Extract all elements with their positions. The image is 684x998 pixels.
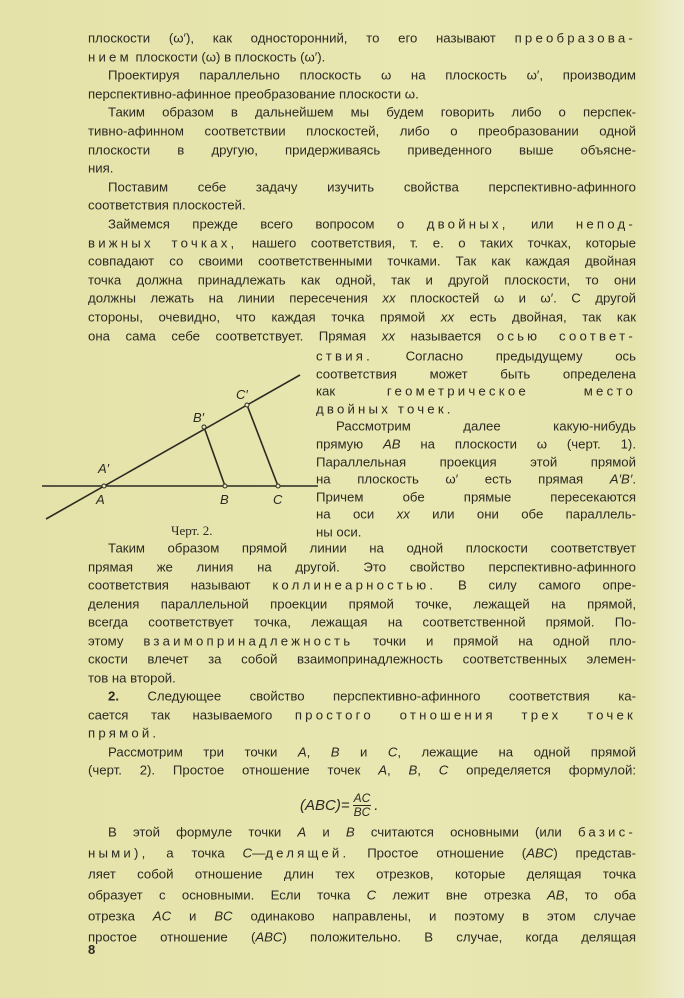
math-symbol: xx: [396, 506, 410, 522]
text-run: плоскости (ω) в плоскость (ω′).: [131, 49, 326, 65]
math-symbol: AB: [547, 887, 565, 903]
spaced-emphasis: делящей.: [265, 845, 350, 861]
text-run: ,: [387, 762, 409, 778]
spaced-emphasis: преобразова-: [514, 30, 636, 46]
text-run: на плоскости ω (черт. 1).: [400, 436, 636, 452]
spaced-emphasis: непод-: [575, 216, 636, 232]
math-symbol: B: [408, 762, 418, 778]
text-run: и: [339, 744, 388, 759]
text-run: перспективно-афинное преобразование плоскости ω.: [88, 86, 419, 102]
formula-fraction: [353, 792, 372, 819]
text-run: соответствия называют: [88, 577, 273, 593]
text-run: плоскостей ω и ω′. С другой: [395, 290, 636, 306]
text-run: есть двойная, так как: [454, 309, 636, 325]
text-run: называется: [394, 328, 497, 344]
text-run: (черт. 2). Простое отношение точек: [88, 762, 379, 778]
text-run: плоскости в другую, придерживаясь приведенного выше объясне-: [88, 142, 636, 158]
point-c-prime: [245, 403, 249, 407]
math-symbol: A: [297, 744, 307, 759]
spaced-emphasis: вижных точках,: [88, 235, 238, 251]
spaced-emphasis: двойных точек.: [316, 401, 454, 417]
text-run: ) положительно. В случае, когда делящая: [282, 929, 636, 945]
text-run: .: [632, 471, 636, 487]
text-run: —: [252, 845, 266, 861]
text-run: Таким образом в дальнейшем мы будем говорить либо о перспек-: [108, 104, 636, 120]
text-run: лежит вне отрезка: [376, 887, 548, 903]
formula-period: .: [374, 797, 379, 814]
section-number: 2.: [108, 688, 119, 704]
text-run: Рассмотрим три точки: [108, 744, 298, 759]
math-symbol: ABC: [526, 845, 554, 861]
text-run: нашего соответствия, т. е. о таких точках, которые: [237, 235, 636, 251]
text-run: В силу самого опре-: [436, 577, 637, 593]
point-b: [223, 484, 227, 488]
text-run: образует с основными. Если точка: [88, 887, 367, 903]
text-run: определяется формулой:: [448, 762, 637, 778]
formula: [300, 792, 378, 819]
text-run: простое отношение (: [88, 929, 256, 945]
text-run: Займемся прежде всего вопросом о: [108, 216, 427, 232]
math-symbol: C: [438, 762, 449, 778]
text-run: ) представ-: [553, 845, 636, 861]
text-run: Поставим себе задачу изучить свойства перспективно-афинного: [108, 179, 636, 195]
point-a: [102, 484, 106, 488]
math-symbol: B: [345, 824, 355, 840]
text-run: прямую: [316, 436, 383, 452]
text-run: на оси: [316, 506, 397, 522]
math-symbol: xx: [382, 290, 396, 306]
text-run: прямая же линия на другой. Это свойство перспективно-афинного: [88, 559, 636, 574]
text-run: скости влечет за собой взаимопринадлежность соответственных элемен-: [88, 651, 636, 667]
math-symbol: A: [378, 762, 387, 778]
spaced-emphasis: взаимопринадлежность: [143, 633, 354, 648]
spaced-emphasis: коллинеарностью.: [272, 577, 437, 593]
math-symbol: xx: [440, 309, 455, 325]
text-run: и: [306, 824, 346, 840]
label-c-prime: C′: [236, 387, 248, 402]
text-run: на плоскость ω′ есть прямая: [316, 471, 610, 487]
spaced-emphasis: прямой.: [88, 725, 160, 741]
spaced-emphasis: ствия.: [316, 348, 374, 364]
text-run: ны оси.: [316, 524, 362, 540]
label-b-prime: B′: [193, 410, 205, 425]
text-run: Причем обе прямые пересекаются: [316, 489, 636, 505]
text-run: ляет собой отношение длин тех отрезков, которые делящая точка: [88, 866, 636, 882]
spaced-emphasis: ными),: [88, 845, 149, 861]
spaced-emphasis: двойных,: [426, 216, 509, 232]
label-c: C: [273, 492, 283, 507]
label-a: A: [96, 492, 105, 507]
text-run: Таким образом прямой линии на одной плоскости соответствует: [108, 540, 636, 556]
text-run: всегда соответствует точка, лежащая на соответственной прямой. По-: [88, 614, 636, 630]
text-run: Согласно предыдущему ось: [373, 348, 636, 364]
text-run: считаются основными (или: [354, 824, 578, 840]
math-symbol: B: [330, 744, 340, 759]
text-run: как: [316, 383, 387, 399]
text-run: Проектируя параллельно плоскость ω на плоскость ω′, производим: [108, 67, 636, 83]
point-c: [276, 484, 280, 488]
point-b-prime: [202, 425, 206, 429]
math-symbol: C: [242, 845, 253, 861]
text-run: плоскости (ω′), как односторонний, то его называют: [88, 30, 515, 46]
text-run: Простое отношение (: [349, 845, 527, 861]
page-number: 8: [88, 942, 96, 957]
text-run: и: [171, 908, 215, 924]
oblique-line: [46, 375, 300, 519]
text-run: сается так называемого: [88, 707, 295, 722]
formula-denominator: BC: [353, 805, 371, 819]
text-run: Рассмотрим далее какую-нибудь: [336, 418, 636, 434]
text-run: ния.: [88, 160, 114, 176]
math-symbol: A′B′: [609, 471, 633, 487]
label-a-prime: A′: [98, 461, 110, 476]
text-run: отрезка: [88, 908, 153, 924]
text-run: ,: [306, 744, 331, 759]
label-b: B: [220, 492, 229, 507]
text-run: одинаково направлены, и поэтому в этом случае: [232, 908, 636, 924]
text-run: соответствия плоскостей.: [88, 197, 246, 213]
formula-numerator: AC: [353, 791, 371, 805]
text-run: , лежащие на одной прямой: [397, 744, 637, 759]
text-run: этому: [88, 633, 144, 648]
spaced-emphasis: геометрическое место: [386, 383, 636, 399]
text-run: точки и прямой на одной пло-: [353, 633, 637, 648]
math-symbol: A: [297, 824, 307, 840]
text-run: а точка: [148, 845, 243, 861]
spaced-emphasis: нием: [88, 49, 132, 65]
text-run: Параллельная проекция этой прямой: [316, 454, 636, 470]
text-run: стороны, очевидно, что каждая точка прямой: [88, 309, 441, 325]
text-run: соответствия может быть определена: [316, 366, 636, 382]
text-run: тивно-афинном соответствии плоскостей, либо о преобразовании одной: [88, 123, 636, 139]
text-run: совпадают со своими соответственными точками. Так как каждая двойная: [88, 253, 636, 269]
text-run: ,: [417, 762, 439, 778]
text-run: она сама себе соответствует. Прямая: [88, 328, 382, 344]
text-run: должны лежать на линии пересечения: [88, 290, 383, 306]
math-symbol: C: [366, 887, 377, 903]
text-run: тов на второй.: [88, 670, 176, 685]
projection-cc: [247, 405, 278, 486]
spaced-emphasis: базис-: [577, 824, 636, 840]
spaced-emphasis: осью соответ-: [496, 328, 636, 344]
math-symbol: BC: [214, 908, 233, 924]
text-run: или они обе параллель-: [409, 506, 636, 522]
text-run: точка должна принадлежать как одной, так и другой плоскости, то они: [88, 272, 636, 288]
math-symbol: AC: [152, 908, 172, 924]
text-run: или: [508, 216, 576, 232]
text-run: , то оба: [564, 887, 637, 903]
math-symbol: ABC: [255, 929, 283, 945]
math-symbol: C: [387, 744, 398, 759]
figure-caption: Черт. 2.: [171, 523, 213, 538]
text-run: В этой формуле точки: [108, 824, 298, 840]
math-symbol: xx: [381, 328, 395, 344]
text-run: Следующее свойство перспективно-афинного соответствия ка-: [119, 688, 636, 704]
math-symbol: AB: [382, 436, 401, 452]
projection-bb: [204, 427, 225, 486]
formula-lhs: (ABC)=: [300, 797, 350, 814]
text-run: деления параллельной проекции прямой точке, лежащей на прямой,: [88, 596, 636, 611]
spaced-emphasis: простого отношения трех точек: [294, 707, 637, 722]
